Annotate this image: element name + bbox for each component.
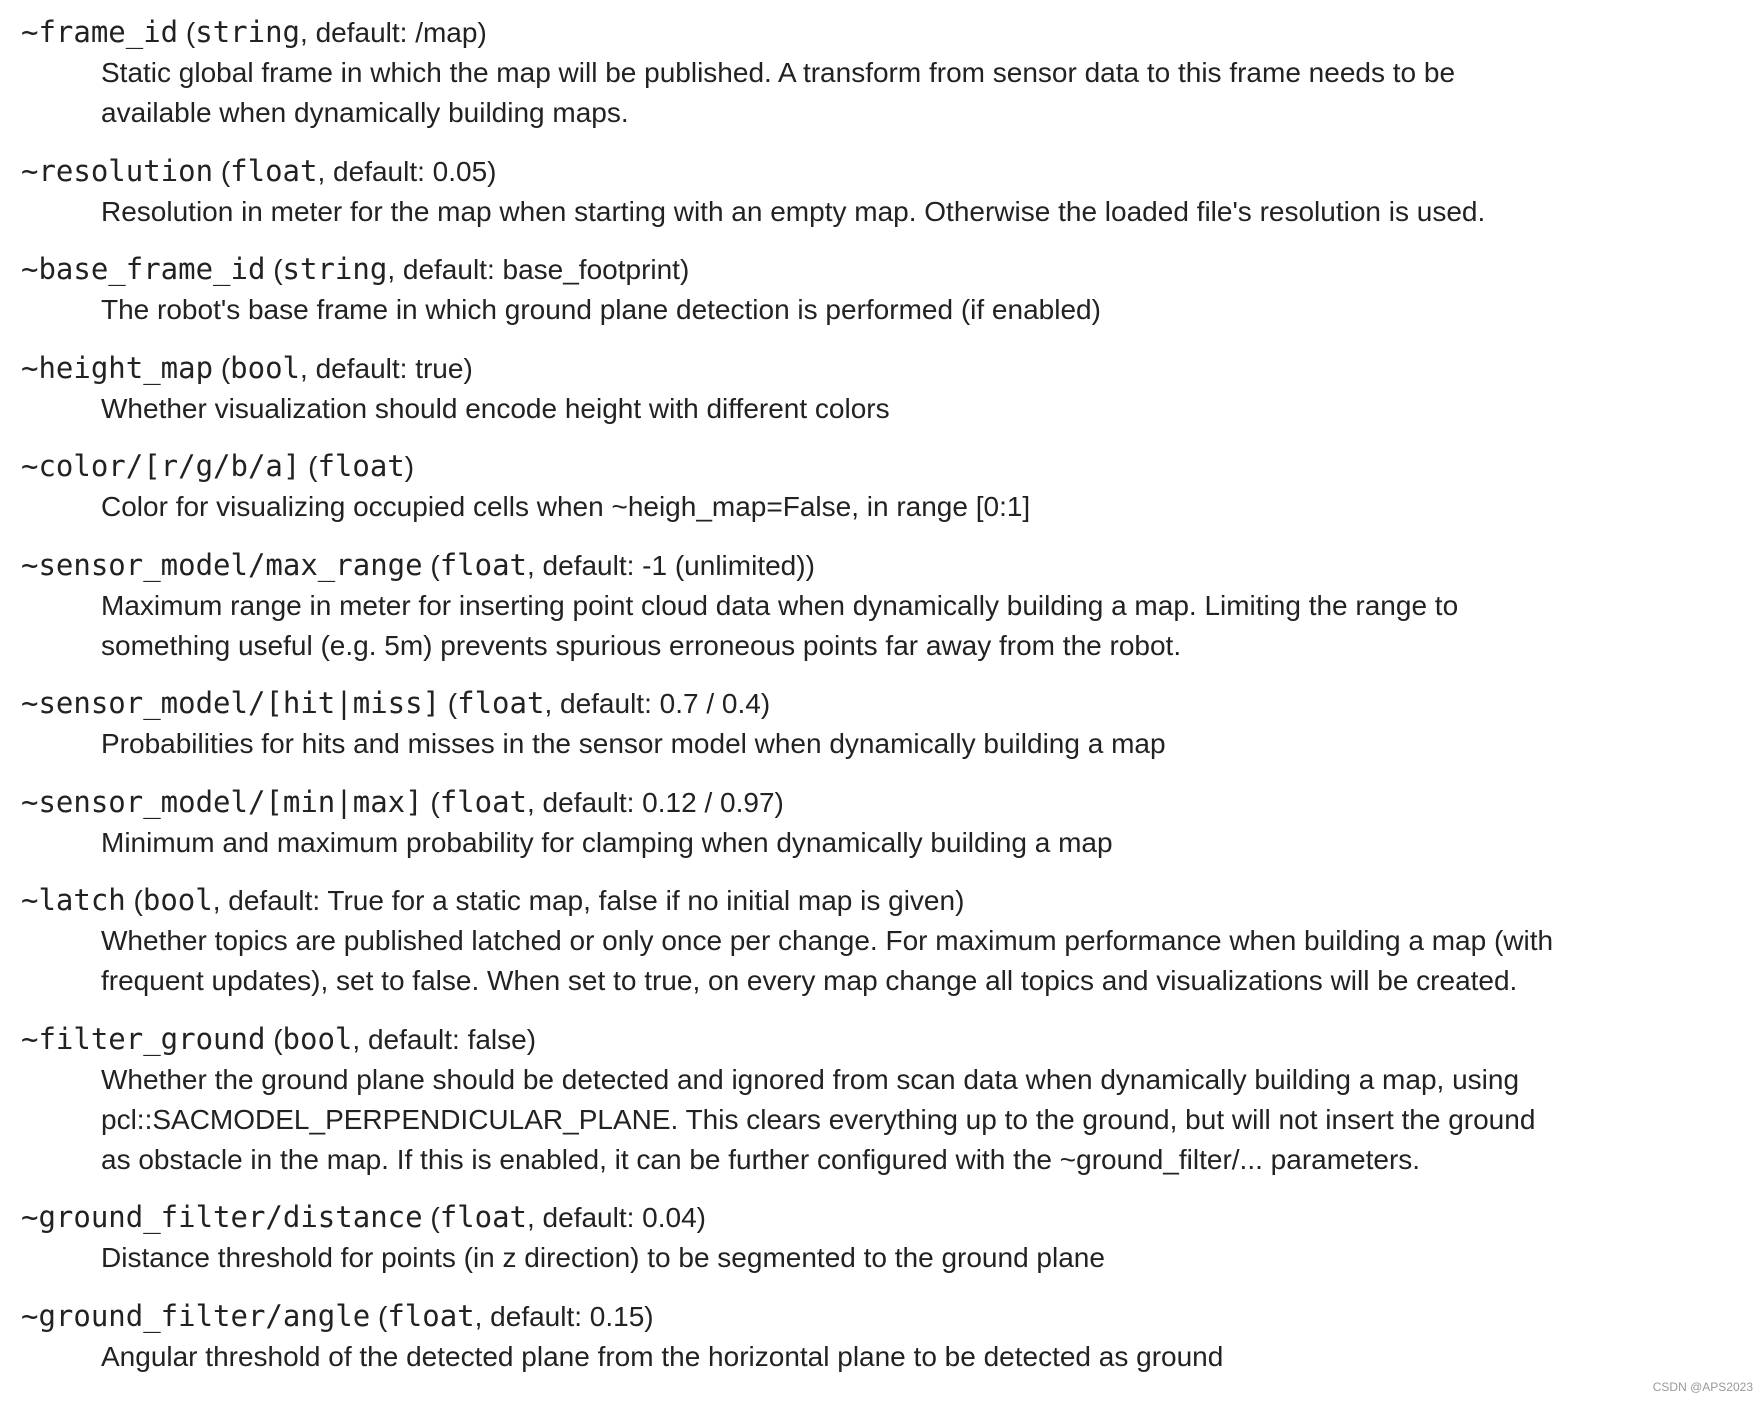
description-line: Color for visualizing occupied cells when ~heigh_map=False, in range [0:1] [101,491,1031,522]
description-line: frequent updates), set to false. When set to true, on every map change all topics and visualizations will be created. [101,965,1518,996]
param-color [21,446,1621,527]
param-resolution [21,151,1621,232]
param-base-frame-id [21,249,1621,330]
description-line: Probabilities for hits and misses in the sensor model when dynamically building a map [101,728,1166,759]
description-line: The robot's base frame in which ground plane detection is performed (if enabled) [101,294,1101,325]
description-line: Maximum range in meter for inserting point cloud data when dynamically building a map. Limiting the range to [101,589,1459,621]
param-description [101,724,1581,764]
param-description [101,487,1581,527]
param-default: , default: false) [352,1023,537,1055]
description-line: Minimum and maximum probability for clamping when dynamically building a map [101,826,1113,858]
description-line: Whether the ground plane should be detected and ignored from scan data when dynamically building a map, using [101,1063,1520,1095]
param-description [101,53,1581,133]
param-name: ~ground_filter/angle [21,1298,371,1333]
param-frame-id [21,12,1621,133]
param-name: ~ground_filter/distance [21,1200,423,1234]
param-default: , default: 0.05) [317,155,497,187]
description-line: available when dynamically building maps. [101,97,629,128]
param-name: ~filter_ground [21,1021,266,1056]
param-type: bool [142,883,213,917]
param-description [101,586,1581,666]
param-ground-filter-distance [21,1197,1621,1278]
param-default: , default: 0.04) [527,1202,707,1233]
param-type: float [439,547,527,582]
param-default: , default: /map) [300,17,487,48]
param-type: float [387,1298,475,1333]
param-default: , default: -1 (unlimited)) [527,549,815,581]
param-description [101,1337,1581,1377]
param-description [101,290,1581,330]
param-name: ~sensor_model/max_range [21,547,423,582]
param-name: ~frame_id [21,15,179,49]
description-line: Static global frame in which the map will be published. A transform from sensor data to this frame needs to be [101,57,1456,88]
param-type: float [439,1200,527,1234]
description-line: Whether topics are published latched or only once per change. For maximum performance when building a map (with [101,925,1554,956]
param-sensor-model-max-range [21,545,1621,666]
description-line: Resolution in meter for the map when starting with an empty map. Otherwise the loaded file's resolution is used. [101,195,1486,227]
param-latch [21,880,1621,1001]
param-default: , default: 0.7 / 0.4) [544,688,771,719]
param-default: , default: true) [300,352,473,384]
param-name: ~resolution [21,153,214,188]
description-line: Angular threshold of the detected plane from the horizontal plane to be detected as ground [101,1340,1224,1372]
param-heading: ~ground_filter/distance (float, default: 0.04) [21,1200,707,1234]
param-heading: ~height_map (bool, default: true) [21,350,473,385]
description-line: Distance threshold for points (in z direction) to be segmented to the ground plane [101,1242,1105,1273]
param-description [101,1238,1581,1278]
watermark: CSDN @APS2023 [1652,1380,1753,1394]
param-type: float [230,153,318,188]
param-filter-ground [21,1019,1621,1180]
param-type: bool [282,1021,353,1056]
param-type: float [317,449,405,483]
description-line: as obstacle in the map. If this is enabled, it can be further configured with the ~ground_filter/... parameters. [101,1143,1421,1175]
param-ground-filter-angle [21,1296,1621,1377]
param-heading: ~ground_filter/angle (float, default: 0.15) [21,1298,654,1333]
param-type: bool [230,350,301,385]
param-name: ~height_map [21,350,214,385]
description-line: Whether visualization should encode height with different colors [101,392,890,424]
param-heading: ~color/[r/g/b/a] (float) [21,449,415,483]
param-name: ~sensor_model/[hit|miss] [21,686,441,720]
param-default: , default: base_footprint) [387,254,690,285]
param-name: ~color/[r/g/b/a] [21,449,301,483]
param-description [101,1060,1581,1180]
param-heading: ~latch (bool, default: True for a static map, false if no initial map is given) [21,883,965,917]
description-line: pcl::SACMODEL_PERPENDICULAR_PLANE. This clears everything up to the ground, but will not insert the ground [101,1103,1536,1135]
description-line: something useful (e.g. 5m) prevents spurious erroneous points far away from the robot. [101,629,1182,661]
param-type: float [439,784,527,819]
param-default: , default: True for a static map, false if no initial map is given) [212,885,965,916]
param-heading: ~sensor_model/[min|max] (float, default: 0.12 / 0.97) [21,784,784,819]
param-heading: ~base_frame_id (string, default: base_footprint) [21,252,690,286]
param-heading: ~sensor_model/max_range (float, default: -1 (unlimited)) [21,547,815,582]
param-name: ~base_frame_id [21,252,266,286]
param-sensor-model-min-max [21,782,1621,863]
param-description [101,921,1581,1001]
param-default: , default: 0.15) [474,1300,654,1332]
param-type: float [457,686,545,720]
param-sensor-model-hit-miss [21,683,1621,764]
param-name: ~sensor_model/[min|max] [21,784,423,819]
param-default: , default: 0.12 / 0.97) [527,786,784,818]
param-name: ~latch [21,883,126,917]
param-heading: ~frame_id (string, default: /map) [21,15,487,49]
param-type: string [282,252,388,286]
param-height-map [21,348,1621,429]
param-heading: ~sensor_model/[hit|miss] (float, default: 0.7 / 0.4) [21,686,771,720]
param-default: ) [404,451,415,482]
param-heading: ~resolution (float, default: 0.05) [21,153,497,188]
param-description [101,389,1581,429]
param-description [101,823,1581,863]
param-heading: ~filter_ground (bool, default: false) [21,1021,537,1056]
param-description [101,192,1581,232]
parameter-list [21,12,1621,1394]
param-type: string [195,15,301,49]
